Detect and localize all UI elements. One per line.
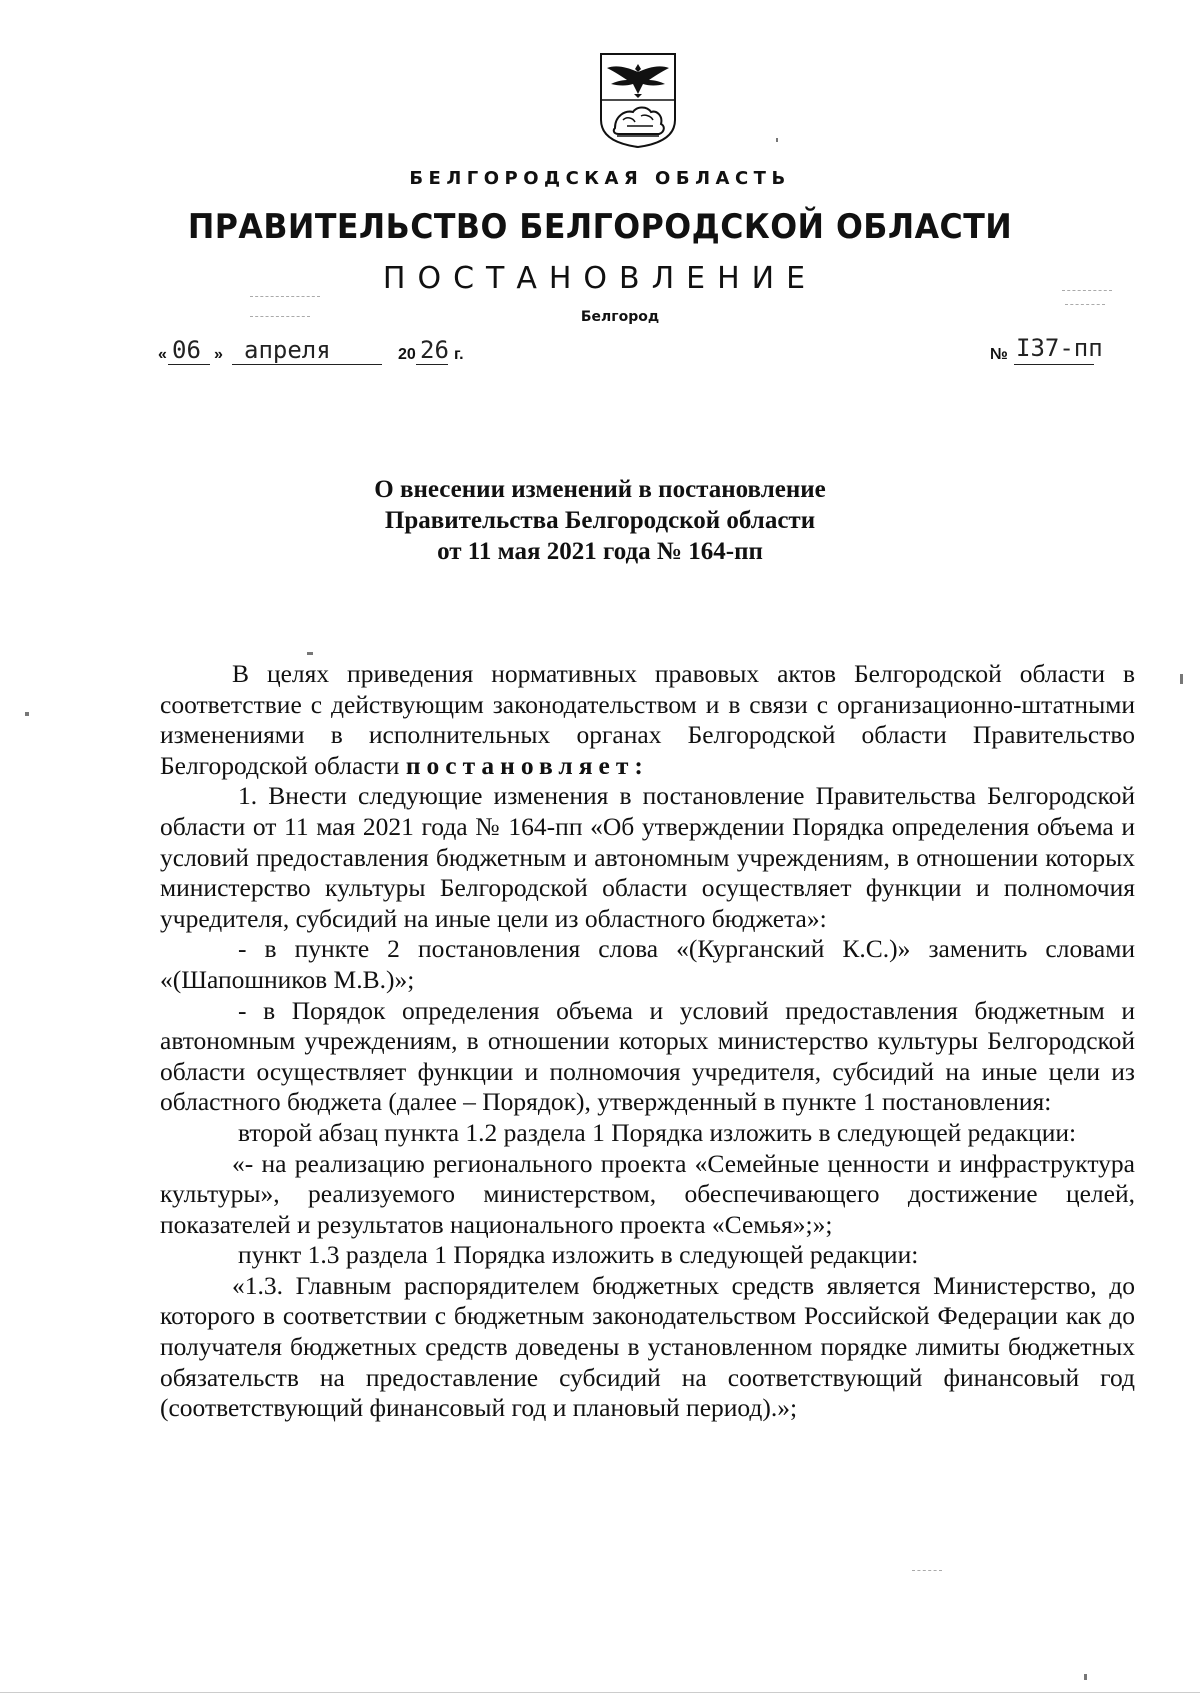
title-line-2: Правительства Белгородской области — [384, 507, 816, 534]
date-close-quote: » — [214, 346, 223, 363]
date-year-prefix: 20 — [398, 346, 416, 363]
document-number — [990, 328, 1110, 368]
date-day: 06 — [172, 336, 201, 364]
city-label: Белгород — [580, 309, 660, 325]
scan-artifact — [1084, 1674, 1087, 1680]
coat-of-arms-icon — [597, 50, 679, 150]
number-sign: № — [990, 346, 1008, 363]
page-bottom-edge — [0, 1692, 1200, 1693]
scan-artifact — [1062, 290, 1112, 291]
date-month-underline — [232, 364, 382, 365]
paragraph-amendment-1-text: «- на реализацию регионального проекта «Семейные ценности и инфраструктура культуры», реализуемого министерством, обеспечивающего достижение целей, показателей и результатов национального проекта «Семья»;»; — [160, 1148, 1135, 1239]
paragraph-amendment-2: пункт 1.3 раздела 1 Порядка изложить в следующей редакции: — [238, 1240, 919, 1270]
document-type-heading: ПОСТАНОВЛЕНИЕ — [382, 261, 818, 296]
title-line-3: от 11 мая 2021 года № 164-пп — [437, 538, 763, 565]
date-month: апреля — [244, 336, 331, 364]
date-year-abbr: г. — [454, 346, 464, 363]
scan-artifact — [1180, 674, 1183, 684]
date-day-underline — [168, 364, 210, 365]
document-title — [0, 474, 1200, 567]
paragraph-preamble — [160, 659, 1135, 781]
paragraph-item-1-sub-2: - в Порядок определения объема и условий предоставления бюджетным и автономным учреждениям, в отношении которых министерство культуры Белгородской области осуществляет функции и полномочия учредителя, субсидий на иные цели из областного бюджета (далее – Порядок), утвержденный в пункте 1 постановления: — [160, 995, 1135, 1117]
document-body — [160, 659, 1135, 1424]
document-date — [158, 328, 498, 368]
paragraph-amendment-1: второй абзац пункта 1.2 раздела 1 Порядка изложить в следующей редакции: — [238, 1117, 1077, 1147]
scan-artifact — [250, 316, 310, 317]
scan-artifact — [250, 296, 320, 297]
government-heading: ПРАВИТЕЛЬСТВО БЕЛГОРОДСКОЙ ОБЛАСТИ — [187, 207, 1013, 247]
scan-artifact — [776, 138, 778, 142]
preamble-text: В целях приведения нормативных правовых актов Белгородской области в соответствие с действующим законодательством и в связи с организационно-штатными изменениями в исполнительных органах Белгородской области Правительство Белгородской области — [160, 659, 1135, 780]
paragraph-item-1-sub-1: - в пункте 2 постановления слова «(Курганский К.С.)» заменить словами «(Шапошников М.В.)»; — [160, 934, 1135, 994]
date-year-underline — [416, 364, 448, 365]
date-year-suffix: 26 — [420, 336, 449, 364]
number-underline — [1014, 364, 1094, 365]
scan-artifact — [1065, 304, 1105, 305]
number-value: I37-пп — [1016, 334, 1103, 362]
scan-artifact — [912, 1570, 942, 1571]
scan-artifact — [307, 652, 313, 655]
scan-artifact — [25, 712, 29, 716]
title-line-1: О внесении изменений в постановление — [374, 476, 826, 503]
region-heading: БЕЛГОРОДСКАЯ ОБЛАСТЬ — [409, 168, 791, 189]
paragraph-amendment-2-text: «1.3. Главным распорядителем бюджетных средств является Министерство, до которого в соответствии с бюджетным законодательством Российской Федерации как до получателя бюджетных средств доведены в установленном порядке лимиты бюджетных обязательств на предоставление субсидий на соответствующий финансовый год (соответствующий финансовый год и плановый период).»; — [160, 1270, 1135, 1423]
paragraph-item-1: 1. Внести следующие изменения в постановление Правительства Белгородской области от 11 мая 2021 года № 164-пп «Об утверждении Порядка определения объема и условий предоставления бюджетным и автономным учреждениям, в отношении которых министерство культуры Белгородской области осуществляет функции и полномочия учредителя, субсидий на иные цели из областного бюджета»: — [160, 781, 1135, 933]
date-open-quote: « — [158, 346, 167, 363]
preamble-decree-word: постановляет: — [405, 750, 649, 780]
